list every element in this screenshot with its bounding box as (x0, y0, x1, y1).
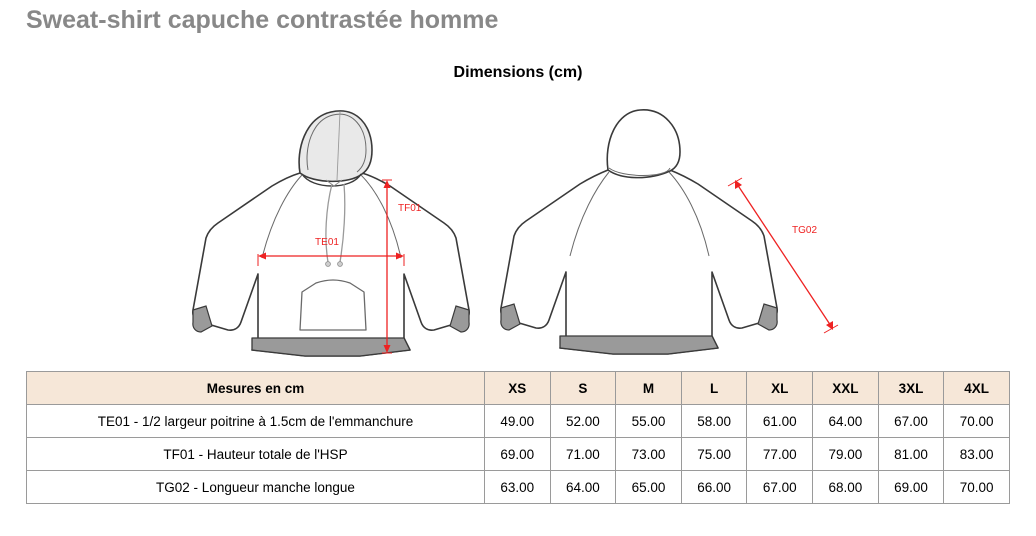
cell-tf01-l: 75.00 (681, 438, 747, 471)
back-hood-outline (607, 110, 680, 178)
cell-te01-m: 55.00 (616, 405, 682, 438)
garment-diagrams (0, 98, 1036, 363)
dimensions-heading: Dimensions (cm) (453, 64, 583, 81)
cell-tg02-xl: 67.00 (747, 471, 813, 504)
cell-tg02-xxl: 68.00 (813, 471, 879, 504)
cell-tf01-xxl: 79.00 (813, 438, 879, 471)
drawcord-tip-right (338, 262, 343, 267)
row-label-tf01: TF01 - Hauteur totale de l'HSP (27, 438, 485, 471)
hood-outline (299, 111, 372, 181)
table-row (27, 471, 1010, 504)
column-header-4xl: 4XL (944, 372, 1010, 405)
back-body-outline (501, 170, 777, 354)
row-label-tg02: TG02 - Longueur manche longue (27, 471, 485, 504)
annotation-tg02-label: TG02 (792, 225, 818, 236)
cell-te01-4xl: 70.00 (944, 405, 1010, 438)
cell-te01-xs: 49.00 (485, 405, 551, 438)
cell-tf01-xl: 77.00 (747, 438, 813, 471)
table-row (27, 438, 1010, 471)
annotation-te01-label: TE01 (315, 237, 339, 248)
kangaroo-pocket (300, 280, 366, 330)
cell-te01-s: 52.00 (550, 405, 616, 438)
cell-te01-xxl: 64.00 (813, 405, 879, 438)
cell-te01-3xl: 67.00 (878, 405, 944, 438)
column-header-l: L (681, 372, 747, 405)
table-header-row (27, 372, 1010, 405)
cell-tg02-4xl: 70.00 (944, 471, 1010, 504)
hoodie-technical-drawing (0, 98, 1036, 363)
drawcord-tip-left (326, 262, 331, 267)
column-header-measure: Mesures en cm (27, 372, 485, 405)
column-header-m: M (616, 372, 682, 405)
table-row (27, 405, 1010, 438)
cell-tf01-s: 71.00 (550, 438, 616, 471)
cell-te01-l: 58.00 (681, 405, 747, 438)
cell-tg02-m: 65.00 (616, 471, 682, 504)
column-header-3xl: 3XL (878, 372, 944, 405)
column-header-xxl: XXL (813, 372, 879, 405)
cell-tf01-xs: 69.00 (485, 438, 551, 471)
row-label-te01: TE01 - 1/2 largeur poitrine à 1.5cm de l'emmanchure (27, 405, 485, 438)
cell-tf01-m: 73.00 (616, 438, 682, 471)
annotation-tf01-label: TF01 (398, 203, 422, 214)
cell-tg02-3xl: 69.00 (878, 471, 944, 504)
cell-tg02-xs: 63.00 (485, 471, 551, 504)
column-header-xl: XL (747, 372, 813, 405)
front-view-figure (193, 111, 469, 356)
column-header-xs: XS (485, 372, 551, 405)
back-waistband (560, 336, 718, 354)
cell-te01-xl: 61.00 (747, 405, 813, 438)
cell-tf01-4xl: 83.00 (944, 438, 1010, 471)
cell-tg02-s: 64.00 (550, 471, 616, 504)
cell-tg02-l: 66.00 (681, 471, 747, 504)
cell-tf01-3xl: 81.00 (878, 438, 944, 471)
measurements-table (26, 371, 1010, 504)
page-title: Sweat-shirt capuche contrastée homme (26, 6, 499, 34)
column-header-s: S (550, 372, 616, 405)
back-view-figure (501, 110, 838, 354)
